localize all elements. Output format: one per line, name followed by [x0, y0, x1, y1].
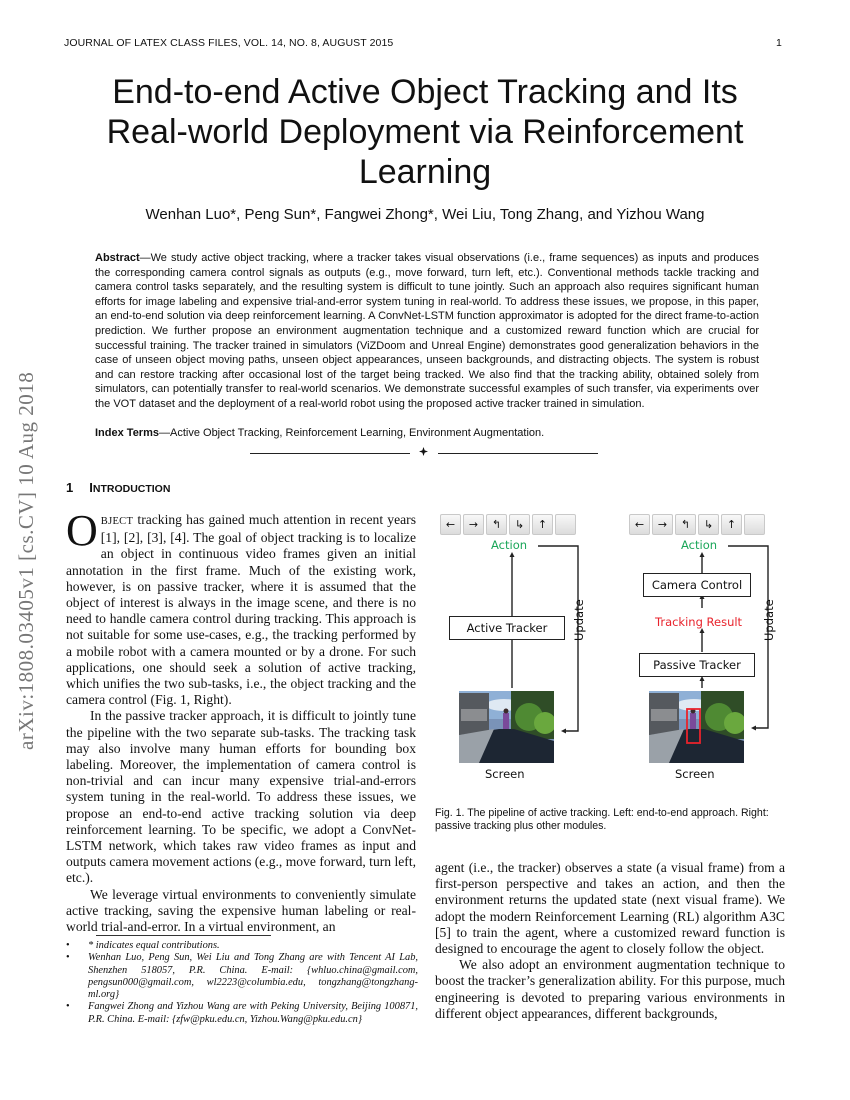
separator-left-rule	[250, 453, 410, 454]
right-update-label: Update	[762, 599, 776, 641]
abstract-text: —We study active object tracking, where a tracker takes visual observations (i.e., frame sequences) as inputs and produces the corresponding camera control signals as outputs (e.g., move forward, turn left, etc.). Conventional methods tackle tracking and camera control tasks separately, and the resulting system is difficult to tune jointly. Such an approach also requires significant human efforts for image labeling and expensive trial-and-error system tuning in real-world. To address these issues, we propose, in this paper, an end-to-end solution via deep reinforcement learning. A ConvNet-LSTM function approximator is adopted for the direct frame-to-action prediction. We further propose an environment augmentation technique and a customized reward function which are crucial for successful training. The tracker trained in simulators (ViZDoom and Unreal Engine) demonstrates good generalization behaviors in the case of unseen object moving paths, unseen object appearances, unseen backgrounds, and distracting objects. The system is robust and can restore tracking after occasional lost of the target being tracked. We also find that the tracking ability, obtained solely from simulators, can potentially transfer to real-world scenarios. We demonstrate successful examples of such transfer, via experiments over the VOT dataset and the deployment of a real-world robot using the proposed active tracker trained in simulation.	[95, 252, 759, 410]
left-screen-image	[459, 691, 554, 763]
section-title-rest: NTRODUCTION	[92, 483, 171, 495]
figure-1	[435, 508, 790, 798]
blank-key-icon	[555, 514, 576, 535]
paragraph-4: agent (i.e., the tracker) observes a state (a visual frame) from a first-person perspective and takes an action, and then the environment returns the updated state (next visual frame). We adopt the modern Reinforcement Learning (RL) algorithm A3C [5] to train the agent, where a customized reward function is designed to encourage the agent to closely follow the object.	[435, 860, 785, 957]
turn-left-key-icon: ↰	[675, 514, 696, 535]
paragraph-3: We leverage virtual environments to conveniently simulate active tracking, saving the expensive human labeling or real-world trial-and-error. In a virtual environment, an	[66, 886, 416, 935]
index-terms	[95, 427, 759, 439]
authors: Wenhan Luo*, Peng Sun*, Fangwei Zhong*, Wei Liu, Tong Zhang, and Yizhou Wang	[145, 206, 705, 223]
section-title-initial: I	[89, 480, 93, 495]
left-column-body	[66, 506, 416, 935]
up-arrow-key-icon: ↑	[532, 514, 553, 535]
paragraph-1	[66, 506, 416, 708]
right-action-keys	[629, 514, 765, 535]
left-screen-label: Screen	[485, 767, 525, 781]
abstract	[95, 251, 759, 412]
turn-right-key-icon: ↳	[509, 514, 530, 535]
blank-key-icon	[744, 514, 765, 535]
active-tracker-box: Active Tracker	[449, 616, 565, 640]
passive-tracker-box: Passive Tracker	[639, 653, 755, 677]
left-update-label: Update	[572, 599, 586, 641]
smallcaps-lead: BJECT	[100, 516, 134, 527]
paper-title	[60, 72, 790, 192]
title-line-2: Real-world Deployment via Reinforcement	[106, 113, 744, 151]
dropcap: O	[66, 506, 98, 555]
up-arrow-key-icon: ↑	[721, 514, 742, 535]
footnote-item: • Wenhan Luo, Peng Sun, Wei Liu and Tong Zhang are with Tencent AI Lab, Shenzhen 518057, P.R. China. E-mail: {whluo.china@gmail.com, pengsun000@gmail.com, wl2223@columbia.edu, tongzhang@tongzhang-ml.org}	[66, 952, 418, 1001]
arxiv-stamp: arXiv:1808.03405v1 [cs.CV] 10 Aug 2018	[14, 371, 38, 750]
title-line-3: Learning	[358, 153, 492, 191]
index-terms-label: Index Terms	[95, 427, 159, 439]
tracking-result-label: Tracking Result	[655, 615, 743, 629]
left-arrow-key-icon: ←	[629, 514, 650, 535]
right-arrow-key-icon: →	[652, 514, 673, 535]
left-arrow-key-icon: ←	[440, 514, 461, 535]
figure-caption: Fig. 1. The pipeline of active tracking. Left: end-to-end approach. Right: passive tracking plus other modules.	[435, 807, 769, 832]
index-terms-text: —Active Object Tracking, Reinforcement Learning, Environment Augmentation.	[159, 427, 545, 439]
separator-right-rule	[438, 453, 598, 454]
paragraph-5: We also adopt an environment augmentation technique to boost the tracker’s generalization ability. For this purpose, much engineering is devoted to preparing various environments in different object appearances, different backgrounds,	[435, 957, 785, 1021]
footnote-item: • Fangwei Zhong and Yizhou Wang are with Peking University, Beijing 100871, P.R. China. E-mail: {zfw@pku.edu.cn, Yizhou.Wang@pku.edu.cn}	[66, 1001, 418, 1026]
running-head: JOURNAL OF LATEX CLASS FILES, VOL. 14, NO. 8, AUGUST 2015	[64, 37, 394, 49]
title-line-1: End-to-end Active Object Tracking and Its	[112, 73, 738, 111]
diamond-separator-icon	[419, 447, 428, 456]
section-number: 1	[66, 480, 74, 495]
paragraph-2: In the passive tracker approach, it is difficult to jointly tune the pipeline with the two separate sub-tasks. The tracking task may also involve many human efforts for bounding box labeling. Moreover, the implementation of camera control is non-trivial and can incur many expensive trial-and-errors system tuning in the real-world. To address these issues, we propose an end-to-end active tracking solution via deep reinforcement learning. To be specific, we adopt a ConvNet-LSTM network, which takes raw video frames as input and outputs camera movement actions (e.g., move forward, turn left, etc.).	[66, 708, 416, 886]
turn-left-key-icon: ↰	[486, 514, 507, 535]
camera-control-box: Camera Control	[643, 573, 751, 597]
footnotes	[66, 940, 418, 1026]
right-screen-image	[649, 691, 744, 763]
left-action-label: Action	[491, 538, 528, 552]
paragraph-1-text: tracking has gained much attention in recent years [1], [2], [3], [4]. The goal of object tracking is to localize an object in continuous video frames given an initial annotation in the first frame. Much of the existing work, however, is on passive tracker, where it is assumed that the object of interest is always in the image scene, and there is no need to handle camera control during tracking. This approach is not suitable for some use-cases, e.g., the tracking performed by a mobile robot with a camera mounted or by a drone. For such applications, one should seek a solution of active tracking, which unifies the two sub-tasks, i.e., the object tracking and the camera control (Fig. 1, Right).	[66, 512, 416, 708]
footnote-item: • * indicates equal contributions.	[66, 940, 418, 952]
page-number: 1	[776, 37, 782, 49]
right-screen-label: Screen	[675, 767, 715, 781]
abstract-label: Abstract	[95, 252, 140, 264]
right-arrow-key-icon: →	[463, 514, 484, 535]
left-action-keys	[440, 514, 576, 535]
right-column-body	[435, 860, 785, 1022]
footnote-rule	[96, 935, 271, 936]
turn-right-key-icon: ↳	[698, 514, 719, 535]
right-action-label: Action	[681, 538, 718, 552]
section-heading	[66, 480, 170, 495]
